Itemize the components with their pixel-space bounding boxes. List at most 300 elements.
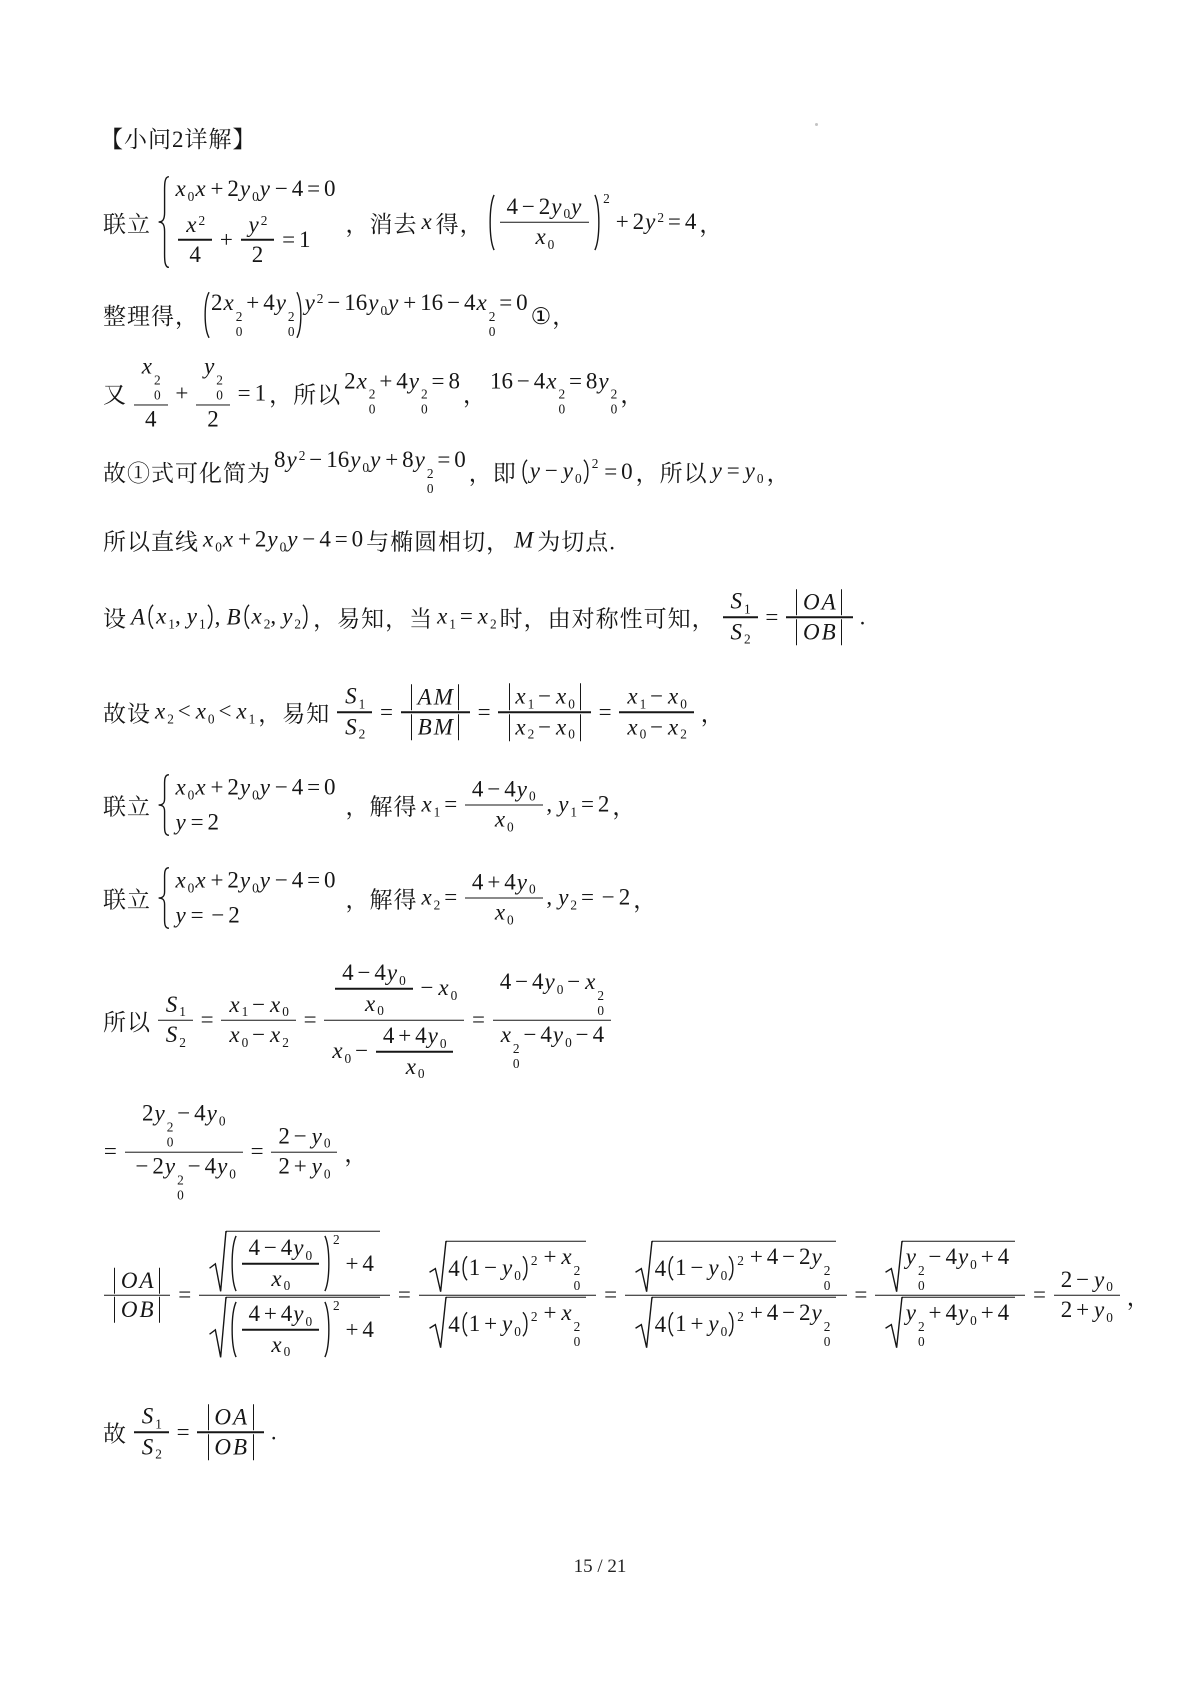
radical-icon	[635, 1297, 653, 1350]
math-expression	[154, 866, 342, 931]
superscript: 2	[657, 209, 665, 225]
subscript: 0	[823, 1277, 831, 1293]
fraction	[500, 192, 590, 252]
text-run: ，解得	[345, 887, 418, 913]
number: 4	[533, 368, 546, 394]
parenthesized-group	[666, 1252, 746, 1283]
group-superscript: 2	[332, 1297, 340, 1313]
absolute-value	[411, 714, 459, 740]
number: 4	[766, 1243, 779, 1269]
variable: y	[175, 809, 186, 835]
subscript: 0	[528, 788, 536, 804]
formula-line	[100, 174, 726, 271]
operator: =	[379, 699, 393, 724]
operator: =	[581, 791, 594, 817]
number: 4	[592, 1021, 605, 1047]
math-expression	[520, 458, 633, 485]
group-superscript: 2	[737, 1252, 744, 1268]
math-run	[729, 619, 750, 646]
left-paren-icon	[229, 1235, 237, 1293]
fraction	[465, 868, 542, 928]
math-run	[364, 990, 384, 1017]
variable: x	[251, 603, 262, 629]
subscript: 0	[450, 987, 458, 1003]
operator: =	[472, 1007, 485, 1032]
math-run	[213, 1404, 248, 1430]
variable: B	[139, 1296, 154, 1322]
subscript: 1	[570, 804, 578, 820]
fraction-denominator	[242, 1330, 319, 1359]
number: 4	[448, 1311, 460, 1337]
operator: <	[218, 698, 232, 724]
variable: y	[544, 968, 555, 994]
math-run	[251, 604, 302, 631]
variable: x	[270, 1021, 281, 1047]
variable: x	[195, 774, 206, 800]
number: 4	[654, 1255, 667, 1281]
operator: =	[103, 1139, 117, 1164]
subscript: 0	[639, 726, 647, 742]
variable: x	[627, 683, 638, 709]
system-rows	[174, 174, 335, 271]
number: 4	[204, 1153, 217, 1179]
math-run	[270, 1331, 290, 1358]
math-run	[420, 885, 461, 912]
fraction-numerator	[875, 1240, 1025, 1295]
number: 2	[227, 867, 239, 893]
square-root	[635, 1241, 836, 1294]
system-row	[174, 810, 219, 836]
subscript: 1	[248, 711, 256, 727]
math-expression	[130, 352, 266, 433]
paren-body	[229, 1234, 332, 1294]
variable: y	[259, 175, 270, 201]
math-run	[1061, 1297, 1113, 1324]
number: 2	[799, 1243, 811, 1269]
math-run	[252, 241, 264, 267]
paren-body	[666, 1255, 736, 1282]
formula-line	[100, 447, 794, 497]
group-superscript: 2	[332, 1231, 340, 1247]
number: 4	[531, 968, 544, 994]
number: 0	[351, 526, 364, 552]
superscript: 2	[216, 372, 223, 388]
fraction-denominator	[723, 618, 758, 647]
math-run	[331, 1038, 372, 1065]
variable: y	[558, 884, 569, 910]
paren-body	[229, 1300, 332, 1360]
operator: −	[516, 368, 530, 394]
variable: y	[239, 774, 251, 800]
sub-sup-stack	[611, 388, 618, 418]
fraction	[498, 682, 590, 742]
operator: +	[238, 526, 251, 552]
parenthesized-group	[242, 604, 311, 631]
fraction	[493, 968, 611, 1073]
math-expression	[130, 604, 310, 631]
system-row	[174, 868, 335, 895]
variable: x	[175, 175, 186, 201]
operator: −	[263, 1234, 277, 1260]
sub-sup-stack	[177, 1173, 184, 1203]
math-run	[344, 714, 365, 741]
math-expression	[420, 868, 630, 928]
operator: =	[444, 884, 458, 910]
fraction-numerator	[197, 1403, 264, 1431]
right-paren-icon	[522, 1312, 530, 1337]
operator: −	[420, 975, 434, 1000]
comma: ,	[214, 604, 221, 629]
fraction-numerator	[1054, 1265, 1120, 1294]
subscript: 0	[187, 880, 195, 896]
subscript: 0	[439, 1035, 447, 1051]
variable: x	[500, 1021, 511, 1047]
number: 4	[396, 368, 408, 394]
variable: S	[730, 588, 742, 614]
math-run	[417, 684, 454, 710]
number: 4	[504, 869, 516, 895]
absolute-value	[114, 1267, 160, 1293]
math-run	[174, 810, 219, 836]
number: 4	[382, 1022, 395, 1048]
variable: y	[311, 1123, 322, 1149]
operator: +	[210, 175, 224, 201]
fraction-denominator	[196, 406, 230, 434]
math-run	[174, 1282, 195, 1308]
paren-body	[520, 458, 591, 485]
number: 4	[374, 959, 386, 985]
subscript: 0	[323, 1166, 331, 1182]
math-expression	[154, 699, 255, 726]
subscript: 0	[218, 1113, 226, 1129]
variable: y	[645, 209, 656, 234]
paren-content	[238, 1300, 323, 1360]
sub-sup-stack	[574, 1319, 581, 1349]
math-run	[342, 1251, 374, 1277]
subscript: 1	[241, 1003, 249, 1019]
number: 2	[207, 406, 219, 432]
fraction-denominator	[465, 806, 542, 835]
math-run	[612, 209, 696, 235]
operator: =	[569, 368, 583, 394]
fraction-numerator	[500, 192, 590, 221]
variable: y	[414, 447, 425, 473]
superscript: 2	[610, 386, 618, 402]
operator: =	[459, 603, 473, 629]
fraction	[197, 1403, 264, 1461]
operator: =	[598, 699, 612, 724]
right-paren-icon	[302, 605, 310, 630]
math-run	[300, 1007, 321, 1033]
paren-body	[202, 290, 304, 340]
math-run	[1029, 1282, 1050, 1308]
math-run	[207, 407, 219, 433]
math-run	[141, 1434, 162, 1461]
variable: O	[803, 618, 820, 644]
number: 16	[489, 368, 513, 394]
math-run	[546, 885, 630, 912]
number: 4	[248, 1300, 260, 1326]
variable: y	[368, 290, 379, 316]
subscript: 1	[179, 1003, 186, 1019]
variable: y	[267, 526, 278, 552]
fraction-numerator	[419, 1240, 597, 1295]
math-run	[342, 960, 406, 987]
paren-content	[529, 458, 582, 485]
number: 1	[254, 379, 267, 405]
operator: =	[765, 604, 779, 629]
math-run	[120, 1297, 155, 1323]
variable: x	[155, 698, 166, 724]
square-root	[429, 1241, 586, 1294]
math-run	[174, 176, 335, 203]
operator: −	[357, 959, 371, 985]
number: 16	[344, 290, 368, 316]
variable: y	[905, 1299, 916, 1325]
absolute-value	[796, 619, 842, 645]
text-run: 联立	[103, 211, 151, 237]
math-run	[165, 1022, 186, 1049]
subscript: 0	[380, 302, 388, 318]
fraction-numerator	[723, 587, 758, 616]
variable: x	[203, 526, 214, 552]
subscript: 2	[527, 726, 535, 742]
right-paren-icon	[583, 459, 591, 484]
paren-content	[469, 1311, 521, 1338]
subscript: 0	[720, 1267, 728, 1283]
operator: +	[246, 290, 260, 316]
math-run	[675, 1255, 727, 1282]
variable: y	[286, 447, 297, 473]
fraction-numerator	[196, 352, 230, 404]
math-run	[248, 1235, 312, 1262]
math-expression	[344, 368, 460, 418]
text-run: ，所以	[269, 382, 342, 408]
variable: y	[957, 1243, 969, 1269]
math-run	[494, 807, 514, 834]
sub-sup-stack	[427, 467, 434, 497]
number: 0	[516, 290, 528, 316]
operator: +	[345, 1316, 359, 1342]
subscript: 0	[610, 401, 618, 417]
sub-sup-stack	[154, 373, 161, 403]
variable: y	[811, 1299, 822, 1325]
subscript: 0	[514, 1323, 521, 1339]
left-paren-icon	[666, 1256, 674, 1281]
operator: −	[293, 1123, 307, 1149]
variable: x	[186, 211, 197, 237]
math-run	[448, 1255, 460, 1281]
subscript: 0	[917, 1277, 925, 1293]
number: 0	[454, 447, 466, 473]
number: 4	[263, 290, 275, 316]
operator: −	[515, 968, 529, 994]
superscript: 2	[177, 1172, 184, 1188]
fraction-numerator	[335, 959, 412, 988]
radical-icon	[429, 1297, 447, 1350]
subscript: 0	[362, 459, 370, 475]
parenthesized-group	[146, 604, 215, 631]
subscript: 0	[1106, 1278, 1113, 1294]
text-run: ①，	[530, 304, 577, 330]
superscript: 2	[420, 386, 428, 402]
fraction	[242, 1300, 319, 1360]
math-run	[420, 209, 432, 235]
math-run	[905, 1244, 1009, 1294]
subscript: 2	[489, 616, 497, 632]
fraction-numerator	[376, 1022, 453, 1051]
math-expression	[420, 209, 432, 235]
left-paren-icon	[460, 1256, 468, 1281]
fraction-denominator	[376, 1052, 453, 1081]
subscript: 0	[344, 1050, 352, 1066]
variable: x	[561, 1243, 572, 1269]
fraction-denominator	[199, 1296, 390, 1361]
variable: y	[370, 447, 381, 473]
operator: −	[187, 1153, 201, 1179]
variable: y	[248, 211, 259, 237]
math-run	[225, 604, 241, 630]
text-run: 故①式可化简为	[103, 461, 271, 487]
left-paren-icon	[520, 459, 528, 484]
variable: y	[293, 1234, 304, 1260]
formula-line	[100, 1100, 371, 1205]
comma: ,	[174, 603, 181, 629]
left-paren-icon	[242, 605, 250, 630]
section-title: 【小问2详解】	[100, 127, 257, 152]
operator: =	[303, 1007, 317, 1032]
superscript: 2	[154, 372, 161, 388]
paren-content	[238, 1234, 323, 1294]
operator: =	[250, 1139, 264, 1164]
variable: x	[494, 899, 506, 925]
system-rows	[174, 773, 335, 838]
math-run	[905, 1300, 1009, 1350]
sub-sup-stack	[236, 310, 243, 340]
text-run: 又	[103, 382, 127, 408]
operator: +	[1076, 1296, 1090, 1322]
operator: =	[397, 1282, 411, 1307]
fraction	[134, 1402, 169, 1462]
variable: O	[120, 1267, 138, 1293]
operator: −	[690, 1254, 704, 1280]
subscript: 0	[166, 1134, 174, 1150]
variable: O	[214, 1433, 232, 1459]
math-run	[248, 212, 268, 238]
operator: =	[667, 209, 681, 234]
formula-line	[100, 773, 639, 838]
math-run	[154, 699, 255, 726]
operator: +	[345, 1250, 359, 1276]
text-run: 所以直线	[103, 529, 199, 555]
subscript: 0	[283, 1277, 291, 1293]
system-row	[174, 903, 239, 929]
equation-system	[157, 773, 335, 838]
subscript: 0	[970, 1312, 977, 1328]
fraction-numerator	[493, 968, 611, 1020]
variable: x	[195, 867, 206, 893]
math-run	[655, 1255, 667, 1281]
text-run: 联立	[103, 794, 151, 820]
formula-line	[100, 682, 728, 742]
variable: y	[293, 1300, 304, 1326]
fraction	[158, 990, 193, 1050]
variable: x	[195, 175, 206, 201]
subscript: 0	[507, 912, 514, 928]
math-run	[711, 458, 764, 485]
fraction	[619, 682, 693, 742]
operator: −	[309, 447, 323, 473]
math-run	[130, 604, 146, 630]
fraction	[324, 958, 464, 1083]
math-expression	[274, 447, 466, 497]
subscript: 1	[198, 616, 206, 632]
fraction	[196, 352, 230, 433]
variable: y	[905, 1243, 916, 1269]
math-expression	[154, 958, 615, 1083]
subscript: 0	[547, 236, 555, 252]
fraction-denominator	[271, 1153, 337, 1182]
radicand	[226, 1231, 379, 1294]
subscript: 0	[575, 471, 582, 487]
math-run	[675, 1311, 727, 1338]
operator: +	[749, 1299, 763, 1325]
paren-body	[666, 1311, 736, 1338]
variable: y	[502, 1311, 513, 1337]
math-run	[132, 1154, 236, 1204]
variable: x	[556, 683, 567, 709]
operator: =	[437, 447, 451, 473]
variable: y	[529, 458, 540, 484]
square-root	[635, 1297, 836, 1350]
formula-line	[100, 1402, 281, 1462]
right-paren-icon	[522, 1256, 530, 1281]
operator: =	[1033, 1282, 1046, 1307]
text-run: 整理得，	[103, 304, 199, 330]
text-run: 联立	[103, 887, 151, 913]
subscript: 2	[294, 616, 302, 632]
fraction-numerator	[401, 683, 470, 711]
left-brace-icon	[157, 175, 170, 270]
math-run	[100, 1139, 121, 1165]
subscript: 0	[154, 387, 161, 403]
fraction-numerator	[158, 990, 193, 1019]
number: 4	[471, 869, 484, 895]
variable: y	[304, 290, 315, 316]
subscript: 0	[229, 1166, 236, 1182]
math-run	[247, 1139, 268, 1165]
left-paren-icon	[202, 291, 210, 339]
variable: y	[427, 1022, 438, 1048]
subscript: 0	[512, 1055, 520, 1071]
sub-sup-stack	[489, 310, 496, 340]
fraction-denominator	[324, 1021, 464, 1083]
left-paren-icon	[487, 193, 495, 251]
fraction	[875, 1240, 1025, 1351]
paren-content	[469, 1255, 521, 1282]
fraction-numerator	[125, 1100, 243, 1152]
operator: −	[355, 1038, 369, 1063]
operator: =	[334, 526, 348, 552]
number: 1	[675, 1311, 687, 1337]
superscript: 2	[573, 1318, 581, 1334]
subscript: 0	[1106, 1309, 1113, 1325]
math-run	[234, 380, 266, 406]
number: 4	[415, 1022, 427, 1048]
subscript: 0	[187, 787, 195, 803]
fraction-denominator	[786, 618, 853, 646]
fraction-denominator	[875, 1296, 1025, 1351]
